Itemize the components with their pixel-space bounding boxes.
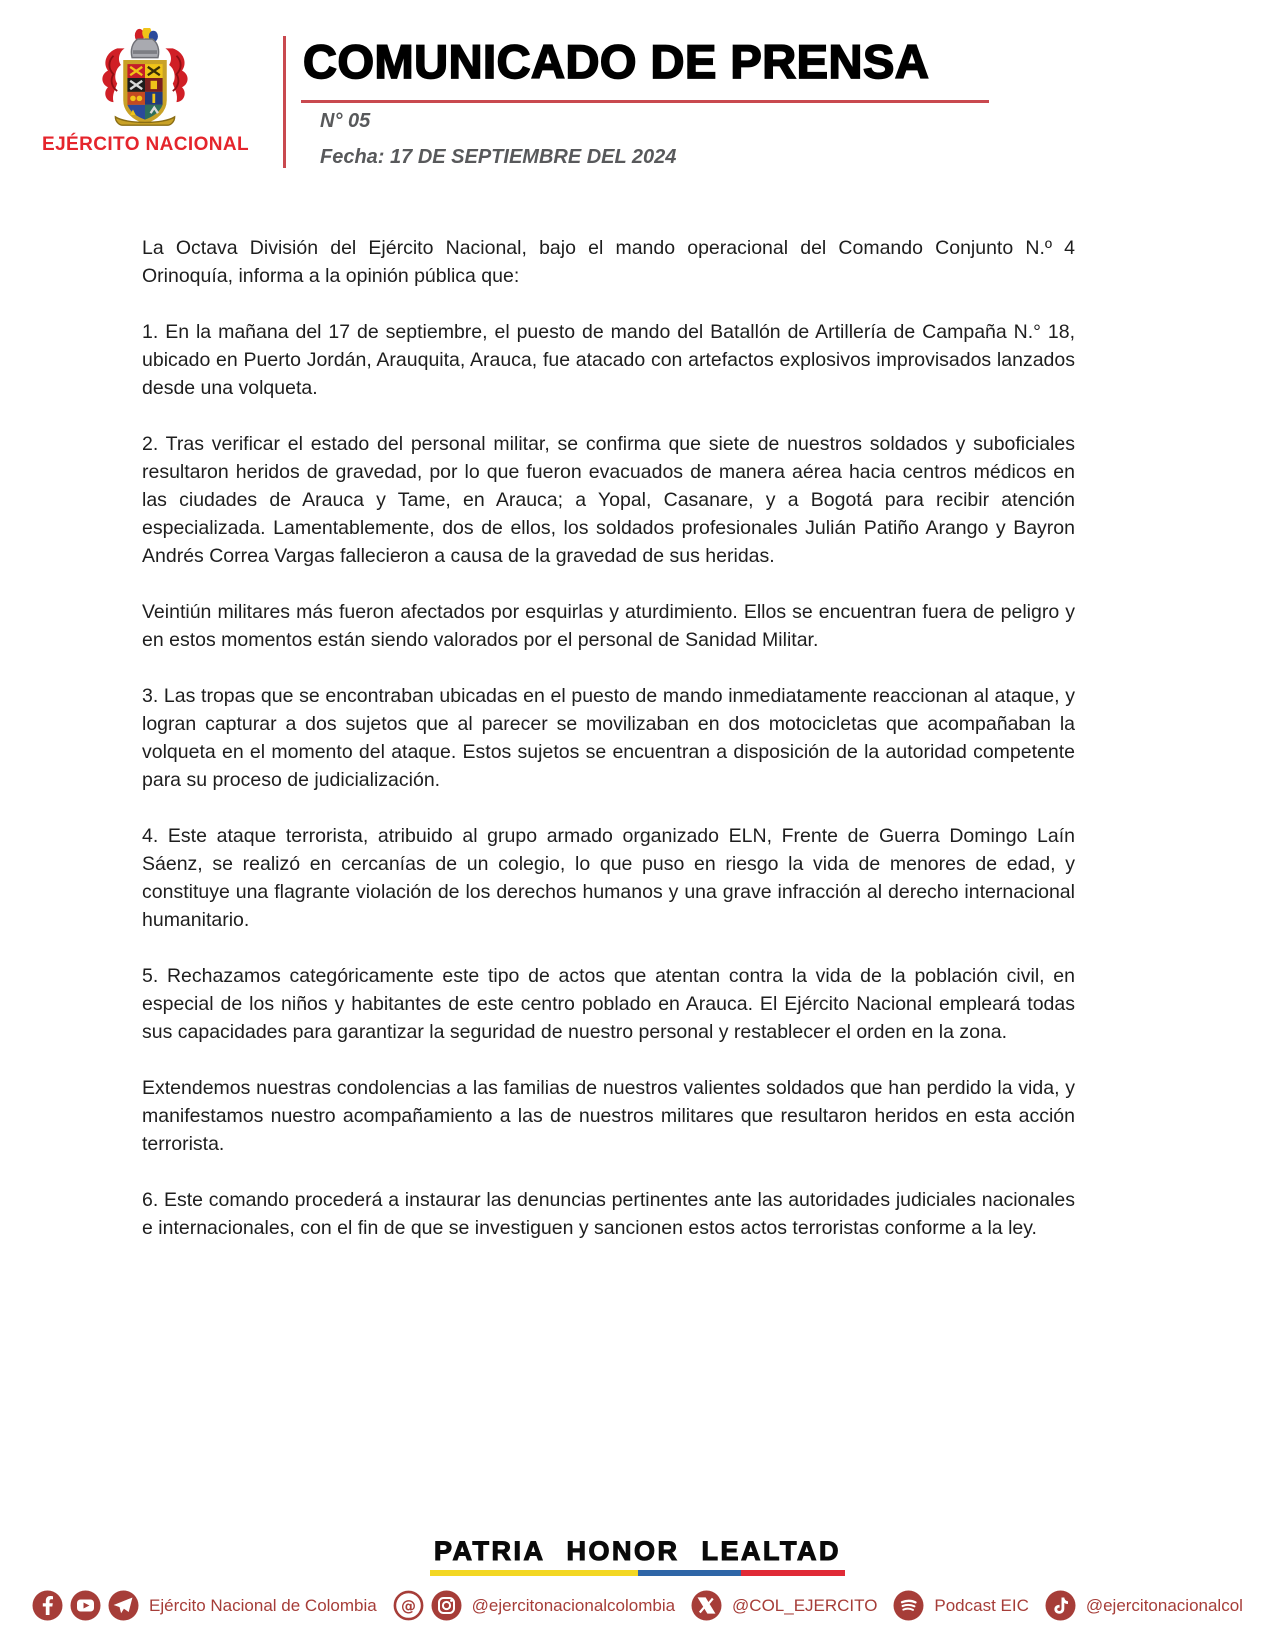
social-group-main-accounts[interactable]: [32, 1590, 377, 1621]
social-label-main[interactable]: Ejército Nacional de Colombia: [149, 1595, 377, 1615]
flag-red-segment: [741, 1570, 845, 1576]
social-group-podcast[interactable]: [893, 1590, 1029, 1621]
social-label-x[interactable]: @COL_EJERCITO: [732, 1595, 878, 1615]
paragraph-point-2: 2. Tras verificar el estado del personal militar, se confirma que siete de nuestros soldados y suboficiales resultaron heridos de gravedad, por lo que fueron evacuados de manera aérea hacia centros médicos en las ciudades de Arauca y Tame, en Arauca; a Yopal, Casanare, y a Bogotá para recibir atención especializada. Lamentablemente, dos de ellos, los soldados profesionales Julián Patiño Arango y Bayron Andrés Correa Vargas fallecieron a causa de la gravedad de sus heridas.: [142, 433, 1075, 567]
colombia-flag-bar: [430, 1570, 845, 1576]
army-logo-block: [42, 28, 248, 156]
org-name: EJÉRCITO NACIONAL: [42, 134, 250, 155]
x-icon[interactable]: [691, 1590, 722, 1621]
svg-text:@: @: [400, 1597, 416, 1615]
social-group-x[interactable]: [691, 1590, 877, 1621]
social-label-instagram[interactable]: @ejercitonacionalcolombia: [471, 1595, 676, 1615]
motto-block: [0, 1536, 1275, 1576]
release-number: N° 05: [320, 110, 371, 132]
motto-text: PATRIA HONOR LEALTAD: [434, 1536, 841, 1566]
threads-icon[interactable]: [393, 1590, 424, 1621]
youtube-icon[interactable]: [70, 1590, 101, 1621]
paragraph-wounded: Veintiún militares más fueron afectados por esquirlas y aturdimiento. Ellos se encuentran fuera de peligro y en estos momentos están siendo valorados por el personal de Sanidad Militar.: [142, 601, 1075, 651]
paragraph-point-3: 3. Las tropas que se encontraban ubicadas en el puesto de mando inmediatamente reaccionan al ataque, y logran capturar a dos sujetos que al parecer se movilizaban en dos motocicletas que acompañaban la volqueta en el momento del ataque. Estos sujetos se encuentran a disposición de la autoridad competente para su proceso de judicialización.: [142, 685, 1075, 791]
paragraph-point-5: 5. Rechazamos categóricamente este tipo de actos que atentan contra la vida de la población civil, en especial de los niños y habitantes de este centro poblado en Arauca. El Ejército Nacional empleará todas sus capacidades para garantizar la seguridad de nuestro personal y restablecer el orden en la zona.: [142, 965, 1075, 1043]
social-label-tiktok[interactable]: @ejercitonacionalcol: [1085, 1595, 1243, 1615]
paragraph-condolence: Extendemos nuestras condolencias a las familias de nuestros valientes soldados que han perdido la vida, y manifestamos nuestro acompañamiento a las de nuestros militares que resultaron heridos en esta acción terrorista.: [142, 1077, 1075, 1155]
social-label-podcast[interactable]: Podcast EIC: [934, 1595, 1029, 1615]
telegram-icon[interactable]: [108, 1590, 139, 1621]
social-media-bar: [32, 1590, 1243, 1621]
flag-yellow-segment: [430, 1570, 638, 1576]
social-group-tiktok[interactable]: [1045, 1590, 1243, 1621]
ejercito-nacional-crest-icon: [89, 28, 201, 128]
tiktok-icon[interactable]: [1045, 1590, 1076, 1621]
instagram-icon[interactable]: [431, 1590, 462, 1621]
paragraph-point-1: 1. En la mañana del 17 de septiembre, el puesto de mando del Batallón de Artillería de Campaña N.° 18, ubicado en Puerto Jordán, Arauquita, Arauca, fue atacado con artefactos explosivos improvisados lanzados desde una volqueta.: [142, 321, 1075, 399]
facebook-icon[interactable]: [32, 1590, 63, 1621]
header-divider-line: [283, 36, 286, 168]
social-group-instagram-threads[interactable]: [393, 1590, 675, 1621]
paragraph-intro: La Octava División del Ejército Nacional, bajo el mando operacional del Comando Conjunto N.º 4 Orinoquía, informa a la opinión pública que:: [142, 237, 1075, 287]
flag-blue-segment: [638, 1570, 742, 1576]
press-release-body: [142, 234, 1075, 1270]
paragraph-point-4: 4. Este ataque terrorista, atribuido al grupo armado organizado ELN, Frente de Guerra Domingo Laín Sáenz, se realizó en cercanías de un colegio, lo que puso en riesgo la vida de menores de edad, y constituye una flagrante violación de los derechos humanos y una grave infracción al derecho internacional humanitario.: [142, 825, 1075, 931]
page-title: COMUNICADO DE PRENSA: [303, 35, 930, 88]
spotify-podcast-icon[interactable]: [893, 1590, 924, 1621]
title-underline: [301, 100, 989, 103]
release-date: Fecha: 17 DE SEPTIEMBRE DEL 2024: [320, 146, 677, 168]
paragraph-point-6: 6. Este comando procederá a instaurar las denuncias pertinentes ante las autoridades judiciales nacionales e internacionales, con el fin de que se investiguen y sancionen estos actos terroristas conforme a la ley.: [142, 1189, 1075, 1239]
